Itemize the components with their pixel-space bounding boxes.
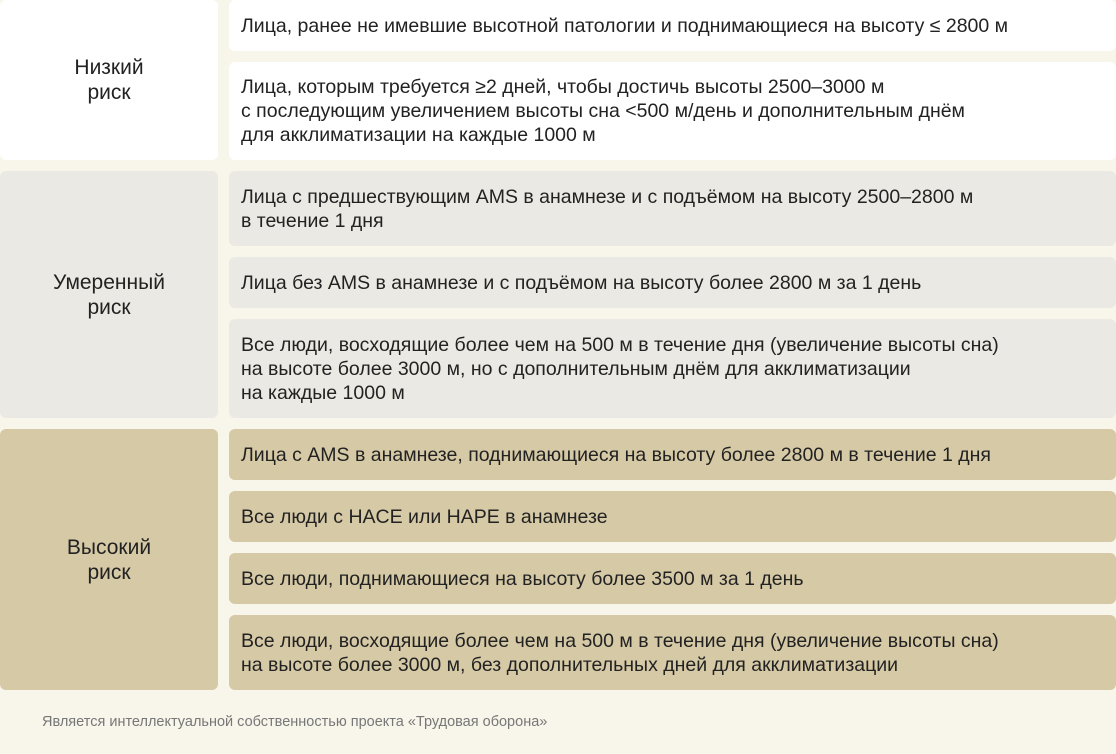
risk-row-high-3-text: Все люди, поднимающиеся на высоту более 3500 м за 1 день: [241, 567, 804, 590]
copyright-footer: Является интеллектуальной собственностью проекта «Трудовая оборона»: [42, 714, 548, 730]
risk-row-low-2-text: Лица, которым требуется ≥2 дней, чтобы достичь высоты 2500–3000 м с последующим увеличением высоты сна <500 м/день и дополнительным днём для акклиматизации на каждые 1000 м: [241, 76, 965, 146]
risk-label-low-text: Низкий риск: [74, 56, 144, 104]
risk-row-low-1-text: Лица, ранее не имевшие высотной патологии и поднимающиеся на высоту ≤ 2800 м: [241, 14, 1009, 37]
risk-row-moderate-3-text: Все люди, восходящие более чем на 500 м в течение дня (увеличение высоты сна) на высоте более 3000 м, но с дополнительным днём для акклиматизации на каждые 1000 м: [241, 333, 999, 404]
risk-label-high-text: Высокий риск: [66, 535, 152, 584]
risk-row-high-1: [229, 429, 1116, 480]
risk-label-moderate: [0, 171, 218, 418]
risk-label-low: [0, 0, 218, 160]
risk-row-high-2-text: Все люди с HACE или HAPE в анамнезе: [241, 505, 608, 528]
risk-row-high-1-text: Лица с AMS в анамнезе, поднимающиеся на высоту более 2800 м в течение 1 дня: [241, 443, 991, 466]
risk-row-moderate-2: [229, 257, 1116, 308]
risk-row-low-2: [229, 62, 1116, 160]
risk-label-moderate-text: Умеренный риск: [53, 270, 165, 319]
risk-row-moderate-2-text: Лица без AMS в анамнезе и с подъёмом на высоту более 2800 м за 1 день: [241, 271, 922, 294]
risk-row-high-2: [229, 491, 1116, 542]
risk-row-high-4-text: Все люди, восходящие более чем на 500 м в течение дня (увеличение высоты сна) на высоте более 3000 м, без дополнительных дней для акклиматизации: [241, 629, 999, 676]
risk-label-high: [0, 429, 218, 690]
risk-row-high-4: [229, 615, 1116, 690]
risk-row-moderate-3: [229, 319, 1116, 418]
risk-row-moderate-1-text: Лица с предшествующим AMS в анамнезе и с подъёмом на высоту 2500–2800 м в течение 1 дня: [241, 185, 974, 232]
risk-row-moderate-1: [229, 171, 1116, 246]
risk-row-low-1: [229, 0, 1116, 51]
risk-row-high-3: [229, 553, 1116, 604]
